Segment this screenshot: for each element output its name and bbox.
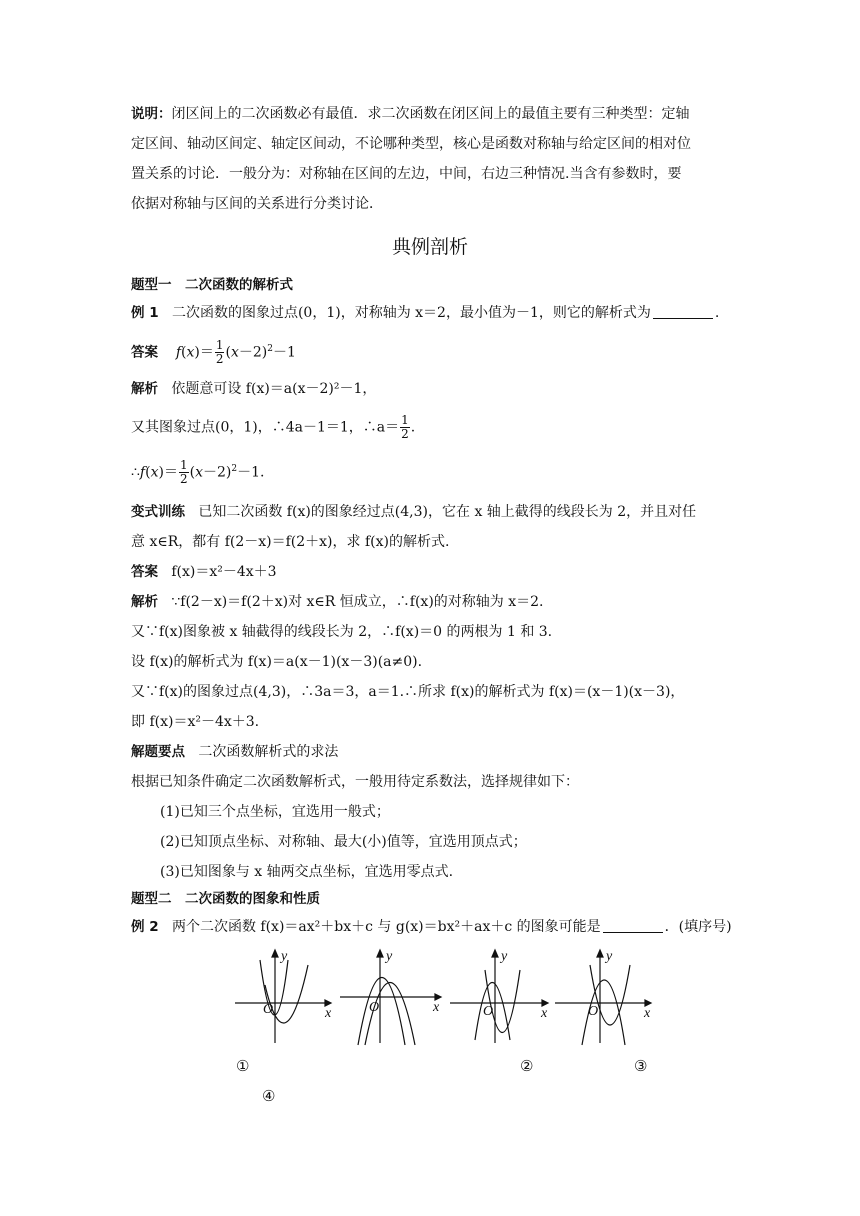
note-line-4: 依据对称轴与区间的关系进行分类讨论．: [131, 196, 383, 212]
graph-label-4: ④: [262, 1087, 276, 1105]
type1-heading: 题型一 二次函数的解析式: [131, 277, 293, 293]
graph-4-y-label: y: [606, 949, 613, 964]
section-title: 典例剖析: [391, 236, 468, 258]
example1-analysis-3: ∴f(x)＝ $\frac{1}{2}$ $(x-2)^2-1$.: [131, 458, 265, 487]
graph-3-x-label: x: [541, 1006, 548, 1021]
note-line-2: 定区间、轴动区间定、轴定区间动，不论哪种类型，核心是函数对称轴与给定区间的相对位: [131, 136, 691, 152]
graph-label-3: ③: [634, 1057, 648, 1075]
answer-blank: [603, 918, 663, 933]
key-point-item-2: (2)已知顶点坐标、对称轴、最大(小)值等，宜选用顶点式；: [160, 834, 527, 850]
graph-3-origin: O: [483, 1004, 494, 1019]
graph-1-origin: O: [263, 1002, 274, 1017]
graph-label-2: ②: [520, 1057, 534, 1075]
variant-line-2: 意 x∈R，都有 f(2－x)＝f(2＋x)，求 f(x)的解析式.: [131, 534, 450, 550]
type2-heading: 题型二 二次函数的图象和性质: [131, 891, 320, 907]
graph-4-x-label: x: [644, 1006, 651, 1021]
example2-graphs: [230, 945, 660, 1055]
graph-3: [450, 950, 548, 1043]
note-label: 说明：: [131, 106, 172, 122]
example1-answer: 答案 f(x)＝ $\frac{1}{2}$ $(x-2)^2-1$: [131, 338, 296, 367]
fraction-half: $\frac{1}{2}$: [215, 338, 224, 367]
key-point-item-3: (3)已知图象与 x 轴两交点坐标，宜选用零点式.: [160, 864, 454, 880]
key-point-item-1: (1)已知三个点坐标，宜选用一般式；: [160, 804, 390, 820]
graph-4-origin: O: [588, 1004, 599, 1019]
variant-line-1: 变式训练 已知二次函数 f(x)的图象经过点(4,3)，它在 x 轴上截得的线段长为 2，并且对任: [131, 504, 697, 520]
graph-1-y-label: y: [281, 949, 288, 964]
graph-2: [340, 950, 441, 1045]
variant-analysis-3: 设 f(x)的解析式为 f(x)＝a(x－1)(x－3)(a≠0).: [131, 654, 423, 670]
example2: 例 2 两个二次函数 f(x)＝ax²＋bx＋c 与 g(x)＝bx²＋ax＋c 的图象可能是 ．(填序号): [131, 919, 732, 935]
variant-analysis-4: 又∵f(x)的图象过点(4,3)，∴3a＝3，a＝1.∴所求 f(x)的解析式为 f(x)＝(x－1)(x－3)，: [131, 684, 685, 700]
graph-1-x-label: x: [325, 1006, 332, 1021]
graph-2-y-label: y: [386, 949, 393, 964]
variant-answer: 答案 f(x)＝x²－4x＋3: [131, 564, 277, 580]
example1: 例 1 二次函数的图象过点(0，1)，对称轴为 x＝2，最小值为－1，则它的解析式为 .: [131, 305, 720, 321]
key-point-line: 根据已知条件确定二次函数解析式，一般用待定系数法，选择规律如下：: [131, 774, 579, 790]
note-line-1: 说明：闭区间上的二次函数必有最值．求二次函数在闭区间上的最值主要有三种类型：定轴: [131, 106, 690, 122]
graph-2-origin: O: [369, 1000, 380, 1015]
variant-analysis-5: 即 f(x)＝x²－4x＋3.: [131, 714, 260, 730]
graph-3-y-label: y: [501, 949, 508, 964]
note-line-3: 置关系的讨论．一般分为：对称轴在区间的左边，中间，右边三种情况.当含有参数时，要: [131, 166, 682, 182]
example1-label: 例 1: [131, 305, 159, 321]
variant-analysis-2: 又∵f(x)图象被 x 轴截得的线段长为 2，∴f(x)＝0 的两根为 1 和 3.: [131, 624, 553, 640]
answer-blank: [653, 304, 713, 319]
example1-analysis-2: 又其图象过点(0，1)，∴4a－1＝1，∴a＝ $\frac{1}{2}$ .: [131, 413, 416, 441]
graph-label-1: ①: [236, 1057, 250, 1075]
graph-4: [555, 950, 651, 1045]
example1-analysis: 解析 依题意可设 f(x)＝a(x－2)²－1，: [131, 381, 377, 397]
key-point-heading: 解题要点 二次函数解析式的求法: [131, 744, 339, 760]
variant-analysis-1: 解析 ∵f(2－x)＝f(2＋x)对 x∈R 恒成立，∴f(x)的对称轴为 x＝2.: [131, 594, 544, 610]
graph-2-x-label: x: [433, 1000, 440, 1015]
